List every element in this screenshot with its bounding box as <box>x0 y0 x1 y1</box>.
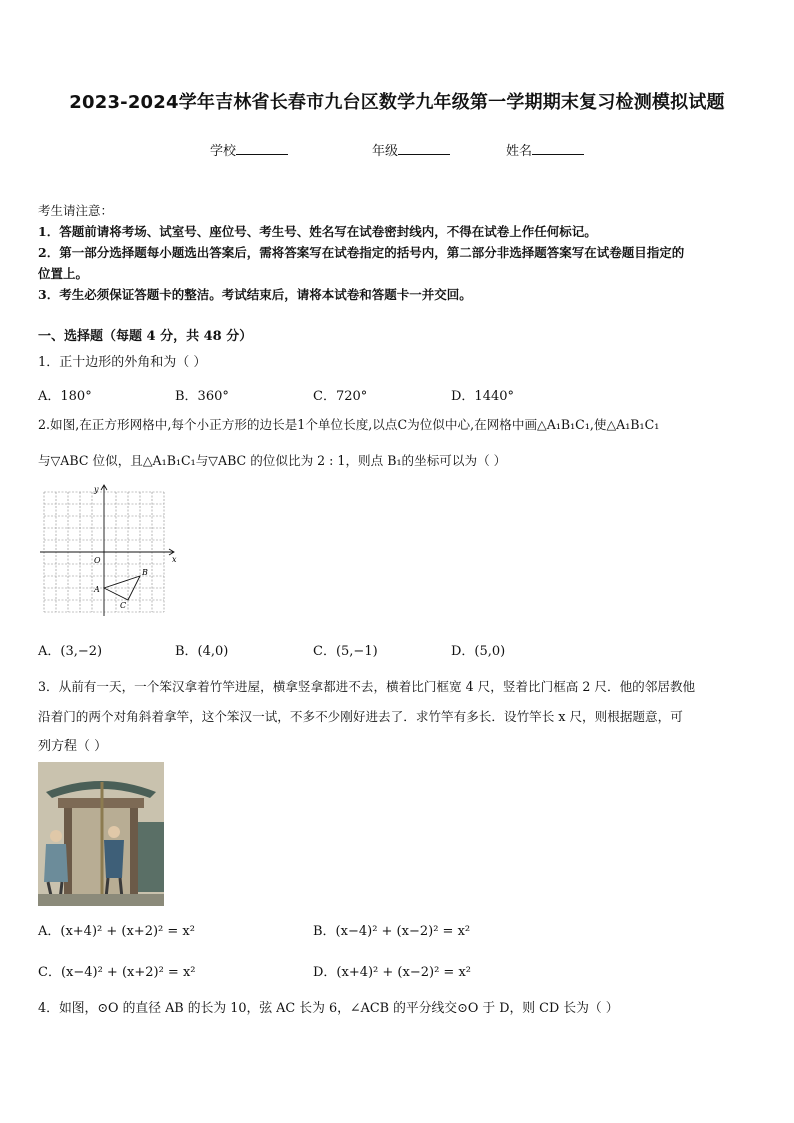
notice-item: 位置上。 <box>38 266 89 281</box>
point-a-label: A <box>94 585 100 594</box>
notice-item: 1．答题前请将考场、试室号、座位号、考生号、姓名写在试卷密封线内，不得在试卷上作任何标记。 <box>38 224 597 239</box>
q2-option-c[interactable]: C．(5,−1) <box>313 644 378 659</box>
q2-stem-line1: 2.如图,在正方形网格中,每个小正方形的边长是1个单位长度,以点C为位似中心,在网格中画△A₁B₁C₁,使△A₁B₁C₁ <box>38 417 660 432</box>
q3-option-d[interactable]: D．(x+4)² + (x−2)² = x² <box>313 965 471 980</box>
q3-option-c[interactable]: C．(x−4)² + (x+2)² = x² <box>38 965 196 980</box>
section-heading: 一、选择题（每题 4 分，共 48 分） <box>38 329 253 344</box>
school-field[interactable]: 学校 <box>210 140 288 159</box>
q4-stem: 4．如图，⊙O 的直径 AB 的长为 10，弦 AC 长为 6，∠ACB 的平分线交⊙O 于 D，则 CD 长为（ ） <box>38 1001 619 1016</box>
point-c-label: C <box>120 601 127 610</box>
q3-stem-line2: 沿着门的两个对角斜着拿竿，这个笨汉一试，不多不少刚好进去了．求竹竿有多长．设竹竿长 x 尺，则根据题意，可 <box>38 709 683 724</box>
name-field[interactable]: 姓名 <box>506 140 584 159</box>
point-b-label: B <box>142 568 148 577</box>
q2-stem-line2: 与▽ABC 位似，且△A₁B₁C₁与▽ABC 的位似比为 2 : 1，则点 B₁的坐标可以为（ ） <box>38 453 507 468</box>
q1-option-c[interactable]: C．720° <box>313 389 368 404</box>
q3-options-row1 <box>0 920 794 940</box>
notice-item: 3．考生必须保证答题卡的整洁。考试结束后，请将本试卷和答题卡一并交回。 <box>38 287 472 302</box>
q3-option-b[interactable]: B．(x−4)² + (x−2)² = x² <box>313 924 471 939</box>
q3-option-a[interactable]: A．(x+4)² + (x+2)² = x² <box>38 924 195 939</box>
q2-option-a[interactable]: A．(3,−2) <box>38 644 103 659</box>
q1-option-a[interactable]: A．180° <box>38 389 92 404</box>
q1-option-b[interactable]: B．360° <box>175 389 229 404</box>
notice-heading: 考生请注意： <box>38 203 114 218</box>
q2-grid-figure <box>38 482 180 620</box>
q2-options <box>0 640 794 660</box>
q3-illustration <box>38 762 164 906</box>
grade-field[interactable]: 年级 <box>372 140 450 159</box>
q1-stem: 1．正十边形的外角和为（ ） <box>38 355 207 370</box>
q2-option-d[interactable]: D．(5,0) <box>451 644 506 659</box>
q3-stem-line1: 3．从前有一天，一个笨汉拿着竹竿进屋，横拿竖拿都进不去，横着比门框宽 4 尺，竖着比门框高 2 尺．他的邻居教他 <box>38 679 696 694</box>
q3-options-row2 <box>0 961 794 981</box>
page-title: 2023-2024学年吉林省长春市九台区数学九年级第一学期期末复习检测模拟试题 <box>69 92 725 113</box>
notice-block <box>38 200 684 305</box>
origin-label: O <box>94 556 101 565</box>
notice-item: 2．第一部分选择题每小题选出答案后，需将答案写在试卷指定的括号内，第二部分非选择题答案写在试卷题目指定的 <box>38 245 685 260</box>
x-axis-label: x <box>172 555 177 564</box>
q1-option-d[interactable]: D．1440° <box>451 389 515 404</box>
q3-stem-line3: 列方程（ ） <box>38 739 108 754</box>
y-axis-label: y <box>94 485 99 494</box>
q1-options <box>0 385 794 405</box>
q2-option-b[interactable]: B．(4,0) <box>175 644 229 659</box>
